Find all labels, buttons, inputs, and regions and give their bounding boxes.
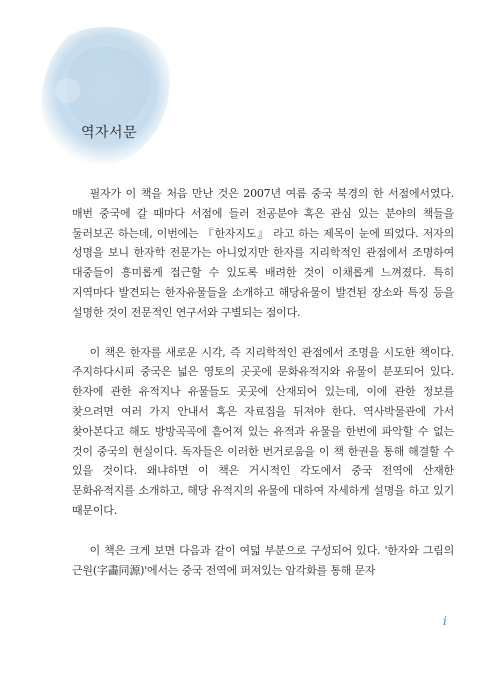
paragraph: 이 책은 크게 보면 다음과 같이 여덟 부분으로 구성되어 있다. '한자와 그림의 근원(字畵同源)'에서는 중국 전역에 퍼져있는 암각화를 통해 문자	[72, 543, 454, 577]
watercolor-decoration	[38, 22, 176, 172]
page-title: 역자서문	[81, 125, 138, 141]
paragraph: 필자가 이 책을 처음 만난 것은 2007년 여름 중국 북경의 한 서점에서였다. 매번 중국에 갈 때마다 서점에 들러 전공분야 혹은 관심 있는 분야의 책들을 둘러보곤 하는데, 이번에는 『한자지도』 라고 하는 제목이 눈에 띄었다. 저자의 성명을 보니 한자학 전문가는 아니었지만 한자를 지리학적인 관점에서 조명하여 대중들이 흥미롭게 접근할 수 있도록 배려한 것이 이채롭게 느껴졌다. 특히 지역마다 발견되는 한자유물들을 소개하고 해당유물이 발견된 장소와 특징 등을 설명한 것이 전문적인 연구서와 구별되는 점이다.	[72, 187, 454, 319]
preface-body	[72, 184, 454, 600]
paragraph: 이 책은 한자를 새로운 시각, 즉 지리학적인 관점에서 조명을 시도한 책이다. 주지하다시피 중국은 넓은 영토의 곳곳에 문화유적지와 유물이 분포되어 있다. 한자에 관한 유적지나 유물들도 곳곳에 산재되어 있는데, 이에 관한 정보를 찾으려면 여러 가지 안내서 혹은 자료집을 뒤져야 한다. 역사박물관에 가서 찾아본다고 해도 방방곡곡에 흩어져 있는 유적과 유물을 한번에 파악할 수 없는 것이 중국의 현실이다. 독자들은 이러한 번거로움을 이 책 한권을 통해 해결할 수 있을 것이다. 왜냐하면 이 책은 거시적인 각도에서 중국 전역에 산재한 문화유적지를 소개하고, 해당 유적지의 유물에 대하여 자세하게 설명을 하고 있기 때문이다.	[72, 345, 454, 517]
page-number: i	[443, 614, 447, 628]
